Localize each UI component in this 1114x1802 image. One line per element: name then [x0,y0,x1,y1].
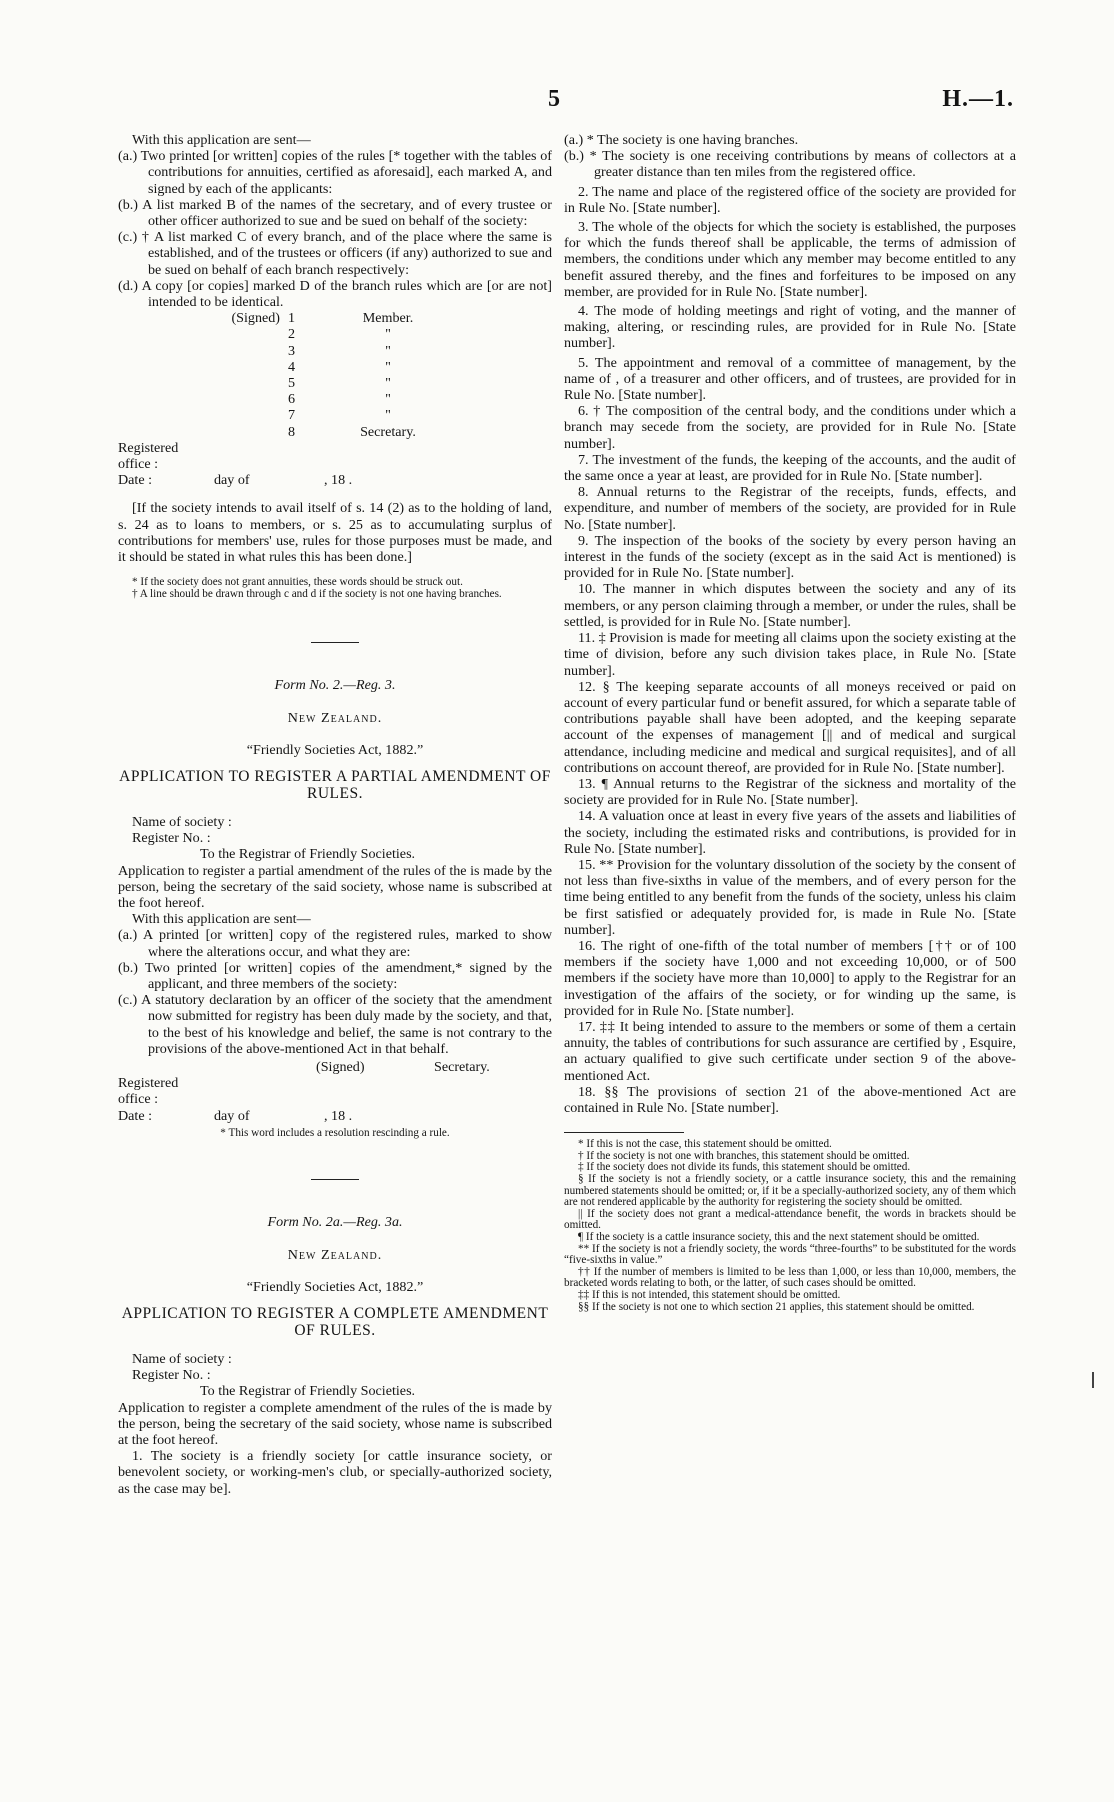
footnote: || If the society does not grant a medical-attendance benefit, the words in brackets should be omitted. [564,1207,1016,1232]
footnote: ** If the society is not a friendly society, the words “three-fourths” to be substituted for the words “five-sixths in value.” [564,1242,1016,1267]
section-divider [311,642,359,643]
sent-item: (a.) Two printed [or written] copies of the rules [* together with the tables of contributions for annuities, certified as aforesaid], each marked A, and signed by each of the applicants: [118,148,552,197]
clause: 9. The inspection of the books of the society by every person having an interest in the funds of the society (except as in the said Act is mentioned) is provided for in Rule No. [State number]. [564,532,1016,582]
margin-mark [1092,1372,1094,1388]
clause: 18. §§ The provisions of section 21 of the above-mentioned Act are contained in Rule No. [State number]. [564,1083,1016,1116]
page-reference: H.—1. [942,86,1014,112]
statement-item: (b.) * The society is one receiving contributions by means of collectors at a greater distance than ten miles from the registered office. [564,148,1016,181]
registered-office: Registered office : [118,439,179,472]
clause: 4. The mode of holding meetings and right of voting, and the manner of making, altering, or rescinding rules, are provided for in Rule No. [State number]. [564,303,1016,352]
country-heading: New Zealand. [287,709,383,726]
signatory-role: " [385,326,391,343]
signatory-role: Member. [362,310,414,327]
sent-item: (c.) † A list marked C of every branch, and of the place where the same is established, and of the trustees or officers (if any) authorized to sue and be sued on behalf of each branch respectively: [118,229,552,278]
signatory-number: 7 [288,407,296,424]
sent-intro: With this application are sent— [132,132,311,148]
clause: 3. The whole of the objects for which the society is established, the purposes for which the funds thereof shall be applicable, the terms of admission of members, the conditions under which any member may become entitled to any benefit assured thereby, and the fines and forfeitures to be imposed on any member, are provided for in Rule No. [State number]. [564,219,1016,300]
signature-line: (Signed) Secretary. [316,1059,490,1075]
date-line: Date : day of , 18 . [118,472,353,489]
addressee: To the Registrar of Friendly Societies. [200,1383,416,1400]
signatory-number: 2 [288,326,296,343]
clause: 15. ** Provision for the voluntary dissolution of the society by the consent of not less than five-sixths in value of the members, and of every person for the time being entitled to any benefit from the funds of the society, unless his claim be first satisfied or adequately provided for, is made in Rule No. [State number]. [564,856,1016,938]
signatory-role: " [385,342,391,359]
act-title: “Friendly Societies Act, 1882.” [246,1278,424,1295]
clause: 6. † The composition of the central body, and the conditions under which a branch may secede from the society, are provided for in Rule No. [State number]. [564,403,1016,452]
footnote: §§ If the society is not one to which section 21 applies, this statement should be omitted. [578,1300,975,1313]
clause: 14. A valuation once at least in every five years of the assets and liabilities of the society, including the estimated risks and contributions, is provided for in Rule No. [State number]. [564,808,1016,857]
clause: 13. ¶ Annual returns to the Registrar of the sickness and mortality of the society are provided for in Rule No. [State number]. [564,775,1016,809]
country-heading: New Zealand. [287,1246,383,1263]
signatory-number: 5 [288,374,296,391]
section-divider [311,1179,359,1180]
clause: 16. The right of one-fifth of the total number of members [†† or of 100 members if the society have 1,000 and not exceeding 10,000, or of 500 members if the society have more than 10,000] to apply to the Registrar for an investigation of the affairs of the society, or for winding up the same, is provided for in Rule No. [State number]. [564,937,1016,1019]
footnote: * If the society does not grant annuities, these words should be struck out. [132,576,463,589]
footnote: * If this is not the case, this statement should be omitted. [578,1138,832,1151]
clause: 1. The society is a friendly society [or cattle insurance society, or benevolent society, or working-men's club, or specially-authorized society, as the case may be]. [118,1448,552,1497]
clause: 8. Annual returns to the Registrar of the receipts, funds, effects, and expenditure, and number of members of the society, are provided for in Rule No. [State number]. [564,484,1016,533]
clause: 11. ‡ Provision is made for meeting all claims upon the society existing at the time of division, before any such division takes place, in Rule No. [State number]. [564,630,1016,679]
sent-item: (c.) A statutory declaration by an officer of the society that the amendment now submitted for registry has been duly made by the society, and that, to the best of his knowledge and belief, the same is not contrary to the provisions of the above-mentioned Act in that behalf. [118,992,552,1057]
clause: 17. ‡‡ It being intended to assure to the members or some of them a certain annuity, the tables of contributions for such assurance are certified by , Esquire, an actuary qualified to give such certificate under section 9 of the above-mentioned Act. [564,1018,1016,1084]
form-title: Form No. 2.—Reg. 3. [274,677,396,694]
act-title: “Friendly Societies Act, 1882.” [246,741,424,758]
registered-office: Registered office : [118,1075,179,1108]
clause: 10. The manner in which disputes between the society and any of its members, or any person claiming through a member, or under the rules, shall be settled, is provided for in Rule No. [State number]. [564,581,1016,630]
footnote: †† If the number of members is limited to be less than 1,000, or less than 10,000, members, the bracketed words relating to both, or the latter, of such cases should be omitted. [564,1265,1016,1290]
footnotes [564,1139,1016,1313]
footnote: ¶ If the society is a cattle insurance society, this and the next statement should be omitted. [578,1230,980,1243]
signatory-number: 8 [288,423,296,440]
clause: 7. The investment of the funds, the keeping of the accounts, and the audit of the same once a year at least, are provided for in Rule No. [State number]. [564,451,1016,485]
application-text: Application to register a partial amendment of the rules of the is made by the person, being the secretary of the said society, whose name is subscribed at the foot hereof. [118,862,552,911]
signatory-role: Secretary. [360,423,416,440]
sent-item: (b.) A list marked B of the names of the secretary, and of every trustee or other officer authorized to sue and be sued on behalf of the society: [118,196,552,230]
application-title: APPLICATION TO REGISTER A COMPLETE AMENDMENT OF RULES. [121,1305,549,1340]
register-number-label: Register No. : [132,830,211,847]
signatory-number: 6 [288,391,296,408]
sent-item: (b.) Two printed [or written] copies of the amendment,* signed by the applicant, and three members of the society: [118,959,552,992]
signatory-role: " [385,407,391,424]
footnote-rule [564,1132,684,1133]
form-2 [118,677,552,1139]
footnote: † If the society is not one with branches, this statement should be omitted. [578,1149,910,1162]
signed-label: (Signed) [231,310,280,327]
footnote: § If the society is not a friendly society, or a cattle insurance society, this and the remaining numbered statements should be omitted; or, if it be a specially-authorized society, any of them which are not rendered applicable by the authority for registering the society should be omitted. [564,1172,1016,1209]
sent-intro: With this application are sent— [132,911,311,928]
signatory-number: 1 [288,310,296,327]
signatures-block [118,310,552,440]
register-number-label: Register No. : [132,1367,211,1384]
right-column [564,132,1016,1313]
footnote: ‡ If the society does not divide its funds, this statement should be omitted. [578,1161,911,1174]
signatory-role: " [385,391,391,408]
clause: 5. The appointment and removal of a committee of management, by the name of , of a treasurer and other officers, and of trustees, are provided for in Rule No. [State number]. [564,354,1016,404]
footnote: * This word includes a resolution rescinding a rule. [220,1126,450,1139]
statement-item: (a.) * The society is one having branches. [564,132,799,148]
society-name-label: Name of society : [132,1351,232,1368]
page-number: 5 [548,86,560,112]
date-line: Date : day of , 18 . [118,1107,353,1124]
form-title: Form No. 2a.—Reg. 3a. [267,1214,403,1231]
addressee: To the Registrar of Friendly Societies. [200,846,416,863]
application-text: Application to register a complete amendment of the rules of the is made by the person, being the secretary of the said society, whose name is subscribed at the foot hereof. [118,1399,552,1449]
sent-item: (a.) A printed [or written] copy of the registered rules, marked to show where the alterations occur, and what they are: [118,927,552,960]
left-column [118,132,552,1497]
form-2a [118,1214,552,1496]
society-name-label: Name of society : [132,813,232,830]
footnote: † A line should be drawn through c and d if the society is not one having branches. [132,587,502,600]
signatory-role: " [385,374,391,391]
clause: 2. The name and place of the registered office of the society are provided for in Rule No. [State number]. [564,183,1016,216]
signatory-number: 3 [288,342,296,359]
application-title: APPLICATION TO REGISTER A PARTIAL AMENDMENT OF RULES. [119,767,551,802]
signatory-role: " [385,358,391,375]
footnote: ‡‡ If this is not intended, this statement should be omitted. [578,1288,841,1301]
land-note: [If the society intends to avail itself of s. 14 (2) as to the holding of land, s. 24 as to loans to members, or s. 25 as to accumulating surplus of contributions for members' use, rules for those purposes must be made, and it should be stated in what rules this has been done.] [118,500,552,565]
sent-item: (d.) A copy [or copies] marked D of the branch rules which are [or are not] intended to be identical. [118,277,552,311]
clause: 12. § The keeping separate accounts of all moneys received or paid on account of every particular fund or benefit assured, for which a separate table of contributions payable shall have been adopted, and the keeping separate account of the expenses of management [|| and of medical and surgical attendance, including medicine and medical and surgical requisites], and of all contributions on account thereof, are provided for in Rule No. [State number]. [564,678,1016,776]
signatory-number: 4 [288,358,296,375]
